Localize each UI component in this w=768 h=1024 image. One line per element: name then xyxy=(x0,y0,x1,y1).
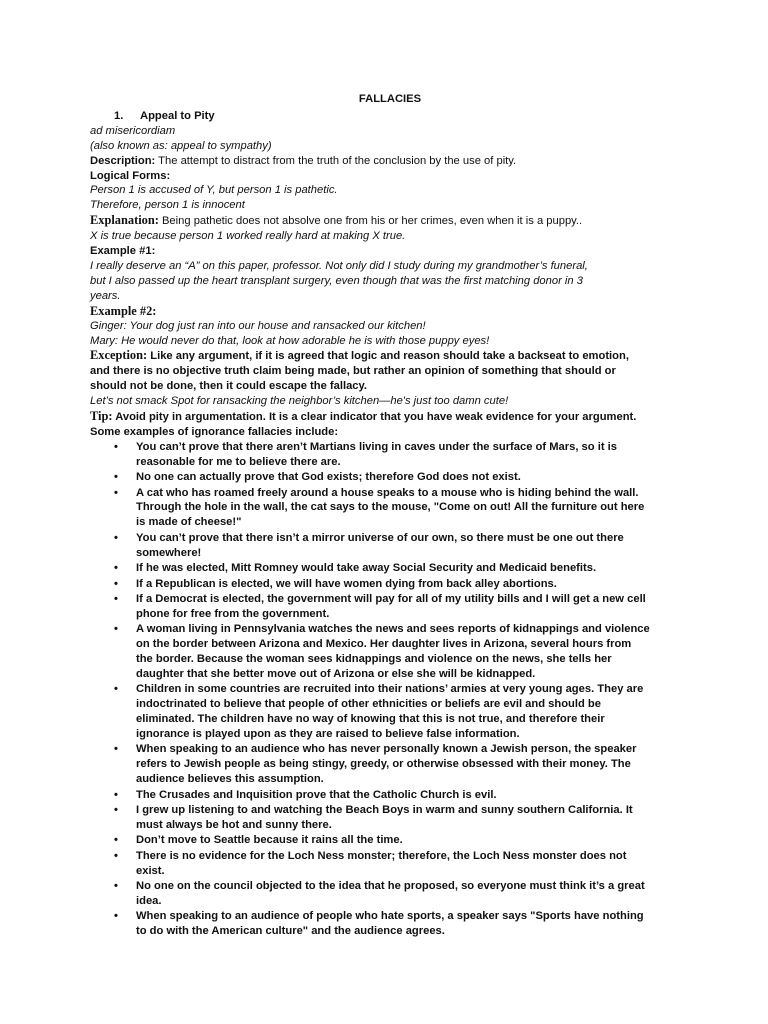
example1-label: Example #1: xyxy=(90,245,156,258)
ignorance-example-line: indoctrinated to believe that people of other ethnicities or beliefs are evil and should be xyxy=(136,698,601,711)
ignorance-example-line: idea. xyxy=(136,895,162,908)
logical-form-line: Therefore, person 1 is innocent xyxy=(90,199,245,212)
ignorance-example-line: • There is no evidence for the Loch Ness monster; therefore, the Loch Ness monster does not xyxy=(136,849,627,862)
ignorance-example-item xyxy=(136,803,690,833)
ignorance-example-line: • If a Democrat is elected, the government will pay for all of my utility bills and I will get a new cell xyxy=(136,592,646,605)
explanation-example: X is true because person 1 worked really hard at making X true. xyxy=(90,230,406,243)
ignorance-example-item xyxy=(136,622,690,682)
ignorance-example-item xyxy=(136,470,690,485)
description-paragraph xyxy=(90,154,690,169)
exception-paragraph xyxy=(90,348,690,364)
tip-paragraph xyxy=(90,409,690,425)
document-title: FALLACIES xyxy=(358,93,422,105)
ignorance-example-line: to do with the American culture" and the audience agrees. xyxy=(136,925,445,938)
ignorance-example-line: • If a Republican is elected, we will have women dying from back alley abortions. xyxy=(136,577,557,590)
ignorance-example-line: somewhere! xyxy=(136,546,202,559)
ignorance-example-line: audience believes this assumption. xyxy=(136,773,324,786)
ignorance-example-line: must always be hot and sunny there. xyxy=(136,819,332,831)
ignorance-example-line: • If he was elected, Mitt Romney would take away Social Security and Medicaid benefits. xyxy=(136,562,597,575)
example1-line: years. xyxy=(90,289,121,302)
exception-example: Let’s not smack Spot for ransacking the neighbor’s kitchen—he's just too damn cute! xyxy=(90,395,509,408)
ignorance-example-line: • A cat who has roamed freely around a house speaks to a mouse who is hiding behind the wall. xyxy=(136,486,639,499)
example1-line: I really deserve an “A” on this paper, professor. Not only did I study during my grandmother’s funeral, xyxy=(90,259,588,272)
ignorance-example-line: • You can’t prove that there isn’t a mirror universe of our own, so there must be one out there xyxy=(136,531,624,544)
logical-form-line: Person 1 is accused of Y, but person 1 is pathetic. xyxy=(90,184,338,197)
ignorance-example-line: the border. Because the woman sees kidnappings and violence on the news, she tells her xyxy=(136,653,612,666)
ignorance-example-item xyxy=(136,440,690,470)
ignorance-example-line: • When speaking to an audience who has never personally known a Jewish person, the speaker xyxy=(136,743,637,756)
section-heading-text: Appeal to Pity xyxy=(140,109,215,122)
latin-name: ad misericordiam xyxy=(90,124,176,137)
ignorance-example-item xyxy=(136,531,690,561)
ignorance-example-line: Through the hole in the wall, the cat says to the mouse, "Come on out! All the furniture out here xyxy=(136,501,645,514)
example2-line: Ginger: Your dog just ran into our house and ransacked our kitchen! xyxy=(90,319,426,332)
ignorance-example-line: phone for free from the government. xyxy=(136,607,330,620)
ignorance-example-item xyxy=(136,682,690,742)
ignorance-example-line: • No one on the council objected to the idea that he proposed, so everyone must think it’s a great xyxy=(136,880,645,893)
ignorance-example-line: refers to Jewish people as being stingy, greedy, or otherwise obsessed with their money. The xyxy=(136,758,631,771)
section-heading xyxy=(90,109,690,124)
ignorance-example-item xyxy=(136,909,690,939)
tip-label: Tip: xyxy=(90,409,113,424)
also-known-as: (also known as: appeal to sympathy) xyxy=(90,139,272,152)
ignorance-example-line: • You can’t prove that there aren’t Martians living in caves under the surface of Mars, so it is xyxy=(136,440,617,453)
ignorance-example-line: • No one can actually prove that God exists; therefore God does not exist. xyxy=(136,471,521,484)
ignorance-intro: Some examples of ignorance fallacies include: xyxy=(90,425,339,438)
ignorance-example-line: is made of cheese!" xyxy=(136,516,242,529)
exception-label: Exception: xyxy=(90,348,148,363)
explanation-text: Being pathetic does not absolve one from his or her crimes, even when it is a puppy.. xyxy=(158,215,583,228)
ignorance-example-line: • Children in some countries are recruited into their nations’ armies at very young ages. They are xyxy=(136,683,644,696)
ignorance-examples-list xyxy=(90,440,690,939)
description-text: The attempt to distract from the truth of the conclusion by the use of pity. xyxy=(155,154,517,167)
ignorance-example-item xyxy=(136,486,690,531)
ignorance-example-line: exist. xyxy=(136,864,165,877)
ignorance-example-line: eliminated. The children have no way of knowing that this is not true, and therefore their xyxy=(136,713,605,726)
ignorance-example-item xyxy=(136,742,690,787)
ignorance-example-item xyxy=(136,833,690,848)
ignorance-example-line: • Don’t move to Seattle because it rains all the time. xyxy=(136,834,403,847)
exception-text: Like any argument, if it is agreed that logic and reason should take a backseat to emotion, xyxy=(147,350,629,363)
ignorance-example-line: • A woman living in Pennsylvania watches the news and sees reports of kidnappings and violence xyxy=(136,623,650,636)
description-label: Description: xyxy=(90,154,156,167)
tip-text: Avoid pity in argumentation. It is a clear indicator that you have weak evidence for your argument. xyxy=(112,411,637,424)
ignorance-example-item xyxy=(136,849,690,879)
section-number: 1. xyxy=(114,109,124,122)
exception-line: and there is no objective truth claim being made, but rather an opinion of something that should or xyxy=(90,365,616,378)
ignorance-example-line: • When speaking to an audience of people who hate sports, a speaker says "Sports have nothing xyxy=(136,910,644,923)
explanation-paragraph xyxy=(90,213,690,229)
logical-forms-label: Logical Forms: xyxy=(90,169,171,182)
example2-label: Example #2: xyxy=(90,303,157,318)
ignorance-example-item xyxy=(136,879,690,909)
ignorance-example-line: daughter that she better move out of Arizona or else she will be kidnapped. xyxy=(136,667,536,680)
ignorance-example-item xyxy=(136,577,690,592)
exception-line: should not be done, then it could escape the fallacy. xyxy=(90,380,368,393)
ignorance-example-item xyxy=(136,561,690,576)
explanation-label: Explanation: xyxy=(90,213,159,228)
ignorance-example-line: • I grew up listening to and watching the Beach Boys in warm and sunny southern California. It xyxy=(136,804,633,817)
ignorance-example-item xyxy=(136,788,690,803)
ignorance-example-item xyxy=(136,592,690,622)
ignorance-example-line: ignorance is played upon as they are raised to believe false information. xyxy=(136,728,520,741)
document-page xyxy=(90,92,690,940)
ignorance-example-line: • The Crusades and Inquisition prove that the Catholic Church is evil. xyxy=(136,788,497,801)
example1-line: but I also passed up the heart transplant surgery, even though that was the first matching donor in 3 xyxy=(90,274,583,287)
ignorance-example-line: reasonable for me to believe there are. xyxy=(136,455,341,468)
example2-line: Mary: He would never do that, look at how adorable he is with those puppy eyes! xyxy=(90,334,490,347)
ignorance-example-line: on the border between Arizona and Mexico. Her daughter lives in Arizona, several hours from xyxy=(136,638,632,651)
